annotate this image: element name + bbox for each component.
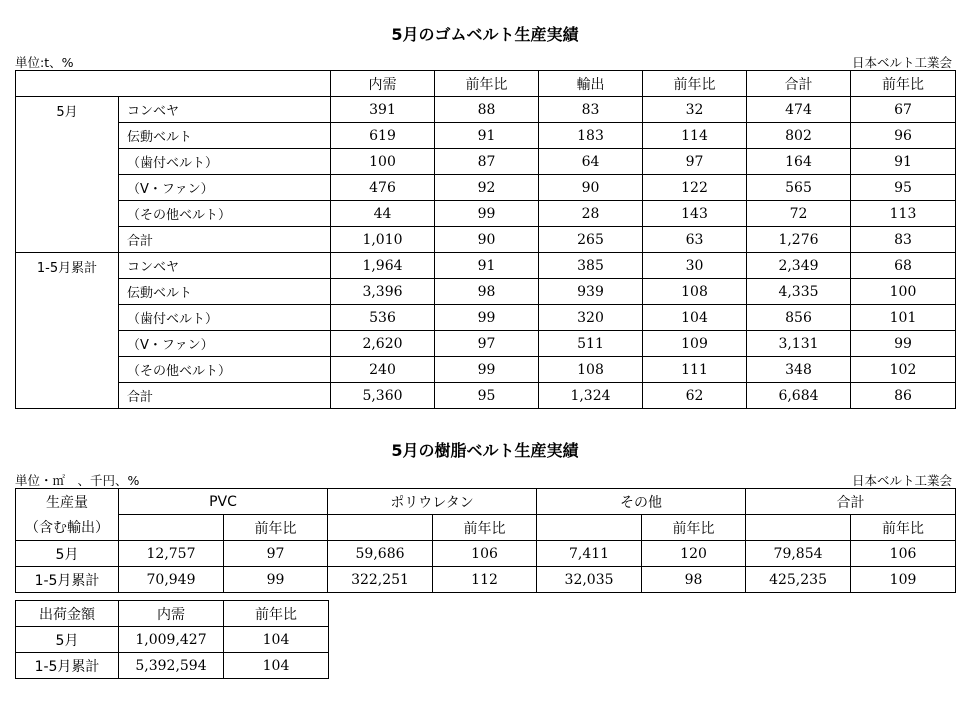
value-cell: 320 <box>539 305 643 331</box>
value-cell: 104 <box>224 627 329 653</box>
value-cell: 104 <box>224 653 329 679</box>
value-cell: 91 <box>435 123 539 149</box>
value-cell: 97 <box>224 541 328 567</box>
row-label: （V・ファン） <box>119 175 331 201</box>
value-cell: 122 <box>643 175 747 201</box>
value-cell: 108 <box>643 279 747 305</box>
value-cell: 95 <box>851 175 956 201</box>
resin-subheader-yoy: 前年比 <box>642 515 746 541</box>
value-cell: 112 <box>433 567 537 593</box>
resin-unit-label: 単位・㎡ 、千円、% <box>15 473 140 488</box>
value-cell: 1,276 <box>747 227 851 253</box>
rubber-header-cell: 輸出 <box>539 71 643 97</box>
row-label: 1-5月累計 <box>16 567 119 593</box>
value-cell: 59,686 <box>328 541 433 567</box>
row-label: 1-5月累計 <box>16 653 119 679</box>
value-cell: 565 <box>747 175 851 201</box>
value-cell: 104 <box>643 305 747 331</box>
value-cell: 164 <box>747 149 851 175</box>
value-cell: 109 <box>643 331 747 357</box>
value-cell: 88 <box>435 97 539 123</box>
resin-subheader-blank <box>537 515 642 541</box>
value-cell: 32 <box>643 97 747 123</box>
value-cell: 322,251 <box>328 567 433 593</box>
value-cell: 83 <box>539 97 643 123</box>
resin-corner-line2: （含む輸出） <box>16 515 119 541</box>
resin-header-row-1 <box>16 489 956 515</box>
value-cell: 98 <box>642 567 746 593</box>
value-cell: 95 <box>435 383 539 409</box>
table-row <box>16 175 956 201</box>
value-cell: 2,349 <box>747 253 851 279</box>
value-cell: 6,684 <box>747 383 851 409</box>
value-cell: 97 <box>435 331 539 357</box>
value-cell: 100 <box>851 279 956 305</box>
value-cell: 91 <box>435 253 539 279</box>
value-cell: 113 <box>851 201 956 227</box>
resin-subheader-blank <box>746 515 851 541</box>
value-cell: 1,324 <box>539 383 643 409</box>
value-cell: 63 <box>643 227 747 253</box>
value-cell: 109 <box>851 567 956 593</box>
value-cell: 536 <box>331 305 435 331</box>
table-row <box>16 653 329 679</box>
table-row <box>16 305 956 331</box>
resin-category-polyurethane: ポリウレタン <box>328 489 537 515</box>
rubber-header-row <box>16 71 956 97</box>
shipment-header-row <box>16 601 329 627</box>
row-label: （歯付ベルト） <box>119 305 331 331</box>
row-label: 合計 <box>119 227 331 253</box>
value-cell: 99 <box>435 357 539 383</box>
rubber-unit-label: 単位:t、% <box>15 55 74 70</box>
value-cell: 120 <box>642 541 746 567</box>
row-label: コンベヤ <box>119 253 331 279</box>
value-cell: 90 <box>435 227 539 253</box>
row-label: コンベヤ <box>119 97 331 123</box>
value-cell: 12,757 <box>119 541 224 567</box>
shipment-header-cell: 出荷金額 <box>16 601 119 627</box>
value-cell: 99 <box>435 201 539 227</box>
value-cell: 28 <box>539 201 643 227</box>
value-cell: 100 <box>331 149 435 175</box>
value-cell: 114 <box>643 123 747 149</box>
resin-corner-line1: 生産量 <box>16 489 119 515</box>
resin-category-other: その他 <box>537 489 746 515</box>
resin-subheader-yoy: 前年比 <box>433 515 537 541</box>
rubber-belt-title: 5月のゴムベルト生産実績 <box>391 25 579 44</box>
value-cell: 97 <box>643 149 747 175</box>
value-cell: 79,854 <box>746 541 851 567</box>
row-label: （その他ベルト） <box>119 201 331 227</box>
value-cell: 183 <box>539 123 643 149</box>
table-row <box>16 567 956 593</box>
value-cell: 3,396 <box>331 279 435 305</box>
period-label: 5月 <box>16 97 119 253</box>
rubber-header-cell: 前年比 <box>643 71 747 97</box>
resin-source-label: 日本ベルト工業会 <box>851 473 952 488</box>
value-cell: 619 <box>331 123 435 149</box>
value-cell: 4,335 <box>747 279 851 305</box>
row-label: 5月 <box>16 627 119 653</box>
value-cell: 511 <box>539 331 643 357</box>
rubber-header-cell: 内需 <box>331 71 435 97</box>
row-label: 伝動ベルト <box>119 123 331 149</box>
resin-header-row-2 <box>16 515 956 541</box>
value-cell: 106 <box>433 541 537 567</box>
value-cell: 99 <box>435 305 539 331</box>
value-cell: 30 <box>643 253 747 279</box>
value-cell: 98 <box>435 279 539 305</box>
value-cell: 240 <box>331 357 435 383</box>
table-row <box>16 149 956 175</box>
table-row <box>16 331 956 357</box>
period-label: 1-5月累計 <box>16 253 119 409</box>
value-cell: 1,009,427 <box>119 627 224 653</box>
rubber-header-cell: 前年比 <box>435 71 539 97</box>
value-cell: 87 <box>435 149 539 175</box>
table-row <box>16 627 329 653</box>
value-cell: 111 <box>643 357 747 383</box>
value-cell: 70,949 <box>119 567 224 593</box>
table-row <box>16 541 956 567</box>
rubber-source-label: 日本ベルト工業会 <box>851 55 952 70</box>
value-cell: 2,620 <box>331 331 435 357</box>
table-row <box>16 383 956 409</box>
rubber-header-cell: 前年比 <box>851 71 956 97</box>
value-cell: 106 <box>851 541 956 567</box>
value-cell: 64 <box>539 149 643 175</box>
table-row <box>16 97 956 123</box>
value-cell: 385 <box>539 253 643 279</box>
table-row <box>16 253 956 279</box>
value-cell: 7,411 <box>537 541 642 567</box>
value-cell: 72 <box>747 201 851 227</box>
value-cell: 99 <box>224 567 328 593</box>
shipment-table <box>15 600 329 679</box>
row-label: 合計 <box>119 383 331 409</box>
resin-category-pvc: PVC <box>119 489 328 515</box>
value-cell: 802 <box>747 123 851 149</box>
value-cell: 474 <box>747 97 851 123</box>
value-cell: 101 <box>851 305 956 331</box>
resin-belt-title: 5月の樹脂ベルト生産実績 <box>391 441 579 460</box>
value-cell: 44 <box>331 201 435 227</box>
value-cell: 391 <box>331 97 435 123</box>
table-row <box>16 357 956 383</box>
resin-subheader-yoy: 前年比 <box>851 515 956 541</box>
value-cell: 99 <box>851 331 956 357</box>
value-cell: 91 <box>851 149 956 175</box>
value-cell: 939 <box>539 279 643 305</box>
value-cell: 67 <box>851 97 956 123</box>
value-cell: 32,035 <box>537 567 642 593</box>
row-label: （その他ベルト） <box>119 357 331 383</box>
resin-subheader-blank <box>119 515 224 541</box>
value-cell: 856 <box>747 305 851 331</box>
value-cell: 5,360 <box>331 383 435 409</box>
value-cell: 68 <box>851 253 956 279</box>
rubber-header-corner <box>16 71 331 97</box>
value-cell: 92 <box>435 175 539 201</box>
shipment-header-cell: 内需 <box>119 601 224 627</box>
value-cell: 90 <box>539 175 643 201</box>
rubber-belt-table <box>15 70 956 409</box>
table-row <box>16 123 956 149</box>
row-label: 伝動ベルト <box>119 279 331 305</box>
value-cell: 476 <box>331 175 435 201</box>
value-cell: 5,392,594 <box>119 653 224 679</box>
row-label: 5月 <box>16 541 119 567</box>
resin-subheader-blank <box>328 515 433 541</box>
value-cell: 62 <box>643 383 747 409</box>
value-cell: 108 <box>539 357 643 383</box>
shipment-header-cell: 前年比 <box>224 601 329 627</box>
resin-belt-table <box>15 488 956 593</box>
rubber-header-cell: 合計 <box>747 71 851 97</box>
value-cell: 86 <box>851 383 956 409</box>
value-cell: 83 <box>851 227 956 253</box>
value-cell: 425,235 <box>746 567 851 593</box>
value-cell: 348 <box>747 357 851 383</box>
value-cell: 143 <box>643 201 747 227</box>
value-cell: 3,131 <box>747 331 851 357</box>
value-cell: 96 <box>851 123 956 149</box>
resin-category-total: 合計 <box>746 489 956 515</box>
value-cell: 1,964 <box>331 253 435 279</box>
row-label: （歯付ベルト） <box>119 149 331 175</box>
table-row <box>16 227 956 253</box>
table-row <box>16 279 956 305</box>
row-label: （V・ファン） <box>119 331 331 357</box>
value-cell: 265 <box>539 227 643 253</box>
value-cell: 102 <box>851 357 956 383</box>
resin-subheader-yoy: 前年比 <box>224 515 328 541</box>
value-cell: 1,010 <box>331 227 435 253</box>
table-row <box>16 201 956 227</box>
